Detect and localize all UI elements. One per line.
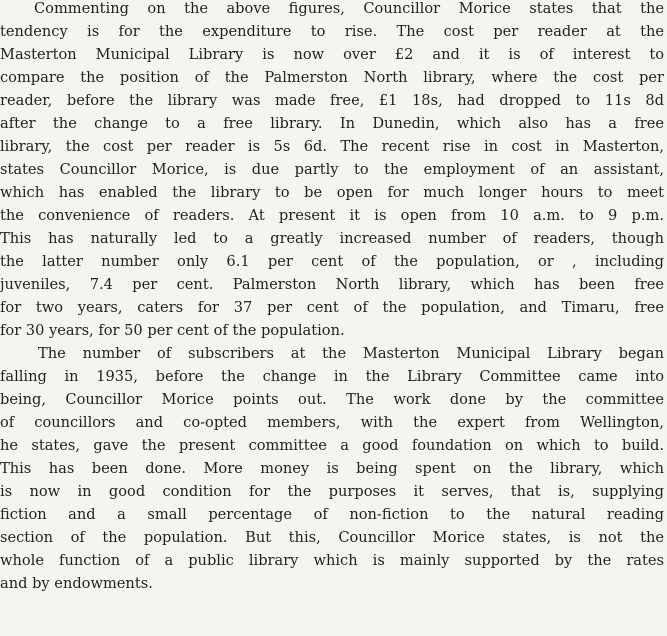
paragraph-1-line-12: the latter number only 6.1 per cent of the population, or , including xyxy=(0,253,664,270)
paragraph-1-line-2: tendency is for the expenditure to rise. The cost per reader at the xyxy=(0,23,664,40)
paragraph-1-line-15: for 30 years, for 50 per cent of the population. xyxy=(0,322,345,339)
paragraph-2-line-8: fiction and a small percentage of non-fiction to the natural reading xyxy=(0,506,664,523)
paragraph-1-line-9: which has enabled the library to be open for much longer hours to meet xyxy=(0,184,664,201)
paragraph-2-line-3: being, Councillor Morice points out. The work done by the committee xyxy=(0,391,664,408)
paragraph-1-line-13: juveniles, 7.4 per cent. Palmerston North library, which has been free xyxy=(0,276,664,293)
paragraph-1-line-8: states Councillor Morice, is due partly to the employment of an assistant, xyxy=(0,161,664,178)
paragraph-2-line-10: whole function of a public library which is mainly supported by the rates xyxy=(0,552,664,569)
paragraph-1-line-1: Commenting on the above figures, Councillor Morice states that the xyxy=(34,0,664,17)
paragraph-1-line-14: for two years, caters for 37 per cent of the population, and Timaru, free xyxy=(0,299,664,316)
paragraph-1-line-10: the convenience of readers. At present it is open from 10 a.m. to 9 p.m. xyxy=(0,207,664,224)
paragraph-1-line-5: reader, before the library was made free, £1 18s, had dropped to 11s 8d xyxy=(0,92,664,109)
paragraph-2-line-4: of councillors and co-opted members, with the expert from Wellington, xyxy=(0,414,664,431)
paragraph-2-line-6: This has been done. More money is being spent on the library, which xyxy=(0,460,664,477)
paragraph-1-line-11: This has naturally led to a greatly increased number of readers, though xyxy=(0,230,664,247)
paragraph-1-line-4: compare the position of the Palmerston North library, where the cost per xyxy=(0,69,664,86)
paragraph-1-line-7: library, the cost per reader is 5s 6d. The recent rise in cost in Masterton, xyxy=(0,138,664,155)
paragraph-2-line-7: is now in good condition for the purposes it serves, that is, supplying xyxy=(0,483,664,500)
paragraph-2-line-2: falling in 1935, before the change in the Library Committee came into xyxy=(0,368,664,385)
paragraph-2-line-5: he states, gave the present committee a good foundation on which to build. xyxy=(0,437,664,454)
paragraph-2-line-11: and by endowments. xyxy=(0,575,153,592)
paragraph-2-line-1: The number of subscribers at the Masterton Municipal Library began xyxy=(38,345,664,362)
paragraph-1-line-6: after the change to a free library. In Dunedin, which also has a free xyxy=(0,115,664,132)
paragraph-1-line-3: Masterton Municipal Library is now over £2 and it is of interest to xyxy=(0,46,664,63)
paragraph-2-line-9: section of the population. But this, Councillor Morice states, is not the xyxy=(0,529,664,546)
